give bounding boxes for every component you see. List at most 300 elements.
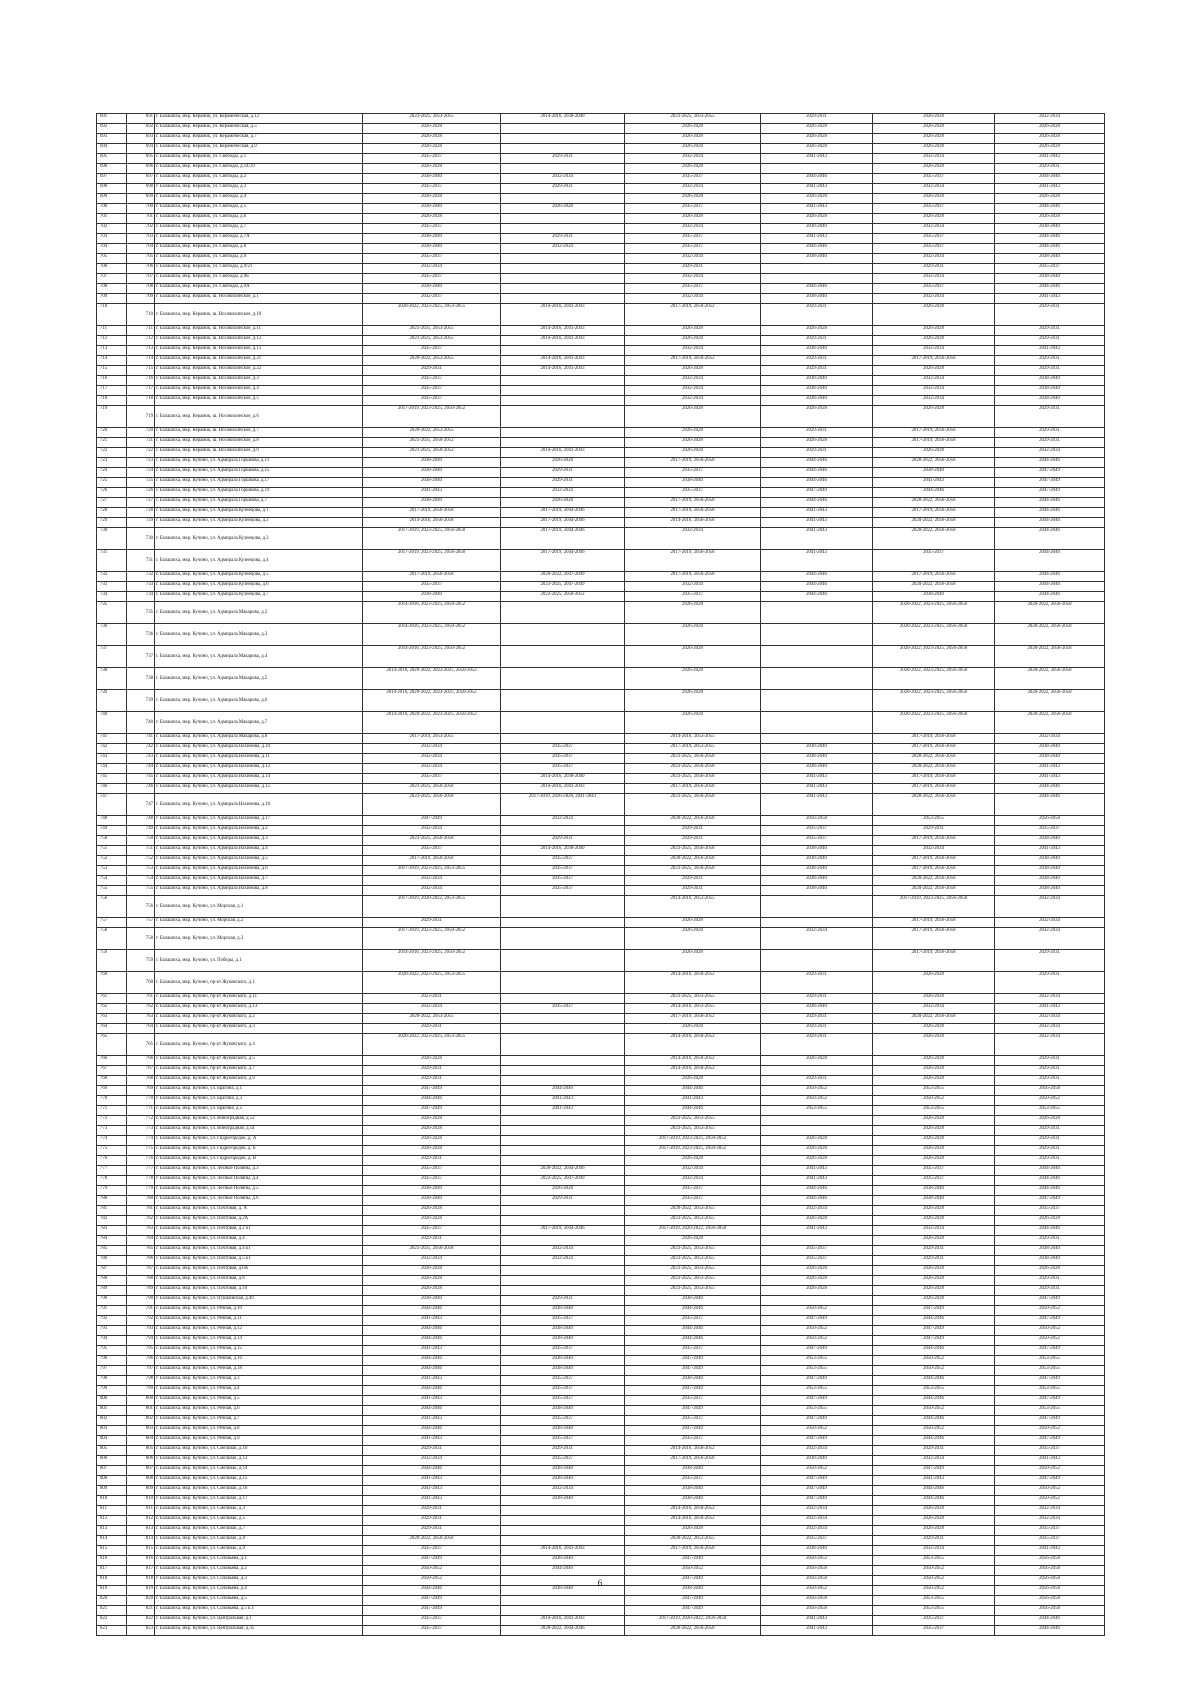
row-number-inner: 727: [127, 498, 155, 508]
row-number: 730: [97, 528, 127, 550]
address-cell: г. Балашиха, мкр. Кучино, ул. Адмирала Нахимова, д.10: [155, 744, 363, 754]
table-row: [97, 366, 1105, 376]
address-cell: г. Балашиха, мкр. Кучино, ул. Соловьева, д.5 к.1: [155, 1606, 363, 1616]
period-2-cell: 2038-2040: [501, 1336, 625, 1346]
period-3-cell: 2047-2049: [625, 1386, 761, 1396]
period-3-cell: 2044-2046: [625, 1086, 761, 1096]
row-number: 747: [97, 794, 127, 816]
address-cell: г. Балашиха, мкр. Керамик, ул. Свободы, д.9: [155, 254, 363, 264]
period-1-cell: 2035-2037: [363, 1626, 501, 1636]
period-2-cell: 2035-2037: [501, 1376, 625, 1386]
table-row: [97, 1376, 1105, 1386]
table-row: [97, 1506, 1105, 1516]
period-1-cell: 2026-2028: [363, 214, 501, 224]
row-number-inner: 696: [127, 164, 155, 174]
period-5-cell: 2032-2034: [873, 294, 995, 304]
period-3-cell: 2014-2016, 2050-2052: [625, 1034, 761, 1056]
table-row: [97, 972, 1105, 994]
row-number: 721: [97, 438, 127, 448]
period-1-cell: 2020-2022, 2053-2055: [363, 1014, 501, 1024]
row-number-inner: 787: [127, 1266, 155, 1276]
row-number: 809: [97, 1486, 127, 1496]
period-2-cell: 2020-2022, 2044-2046: [501, 1626, 625, 1636]
row-number-inner: 805: [127, 1446, 155, 1456]
period-1-cell: 2047-2049: [363, 1556, 501, 1566]
row-number: 765: [97, 1034, 127, 1056]
period-3-cell: 2017-2019, 2056-2058: [625, 784, 761, 794]
row-number: 769: [97, 1086, 127, 1096]
period-2-cell: 2044-2046: [501, 1566, 625, 1576]
period-6-cell: 2026-2028: [995, 134, 1105, 144]
address-cell: г. Балашиха, мкр. Керамик, ул. Свободы, д.2: [155, 174, 363, 184]
table-row: [97, 1336, 1105, 1346]
period-2-cell: 2014-2016, 2041-2043: [501, 326, 625, 336]
table-row: [97, 836, 1105, 846]
address-cell: г. Балашиха, мкр. Кучино, ул. Смельчак, д.15: [155, 1476, 363, 1486]
period-4-cell: 2032-2034: [761, 928, 873, 950]
period-3-cell: 2017-2019, 2050-2052: [625, 1014, 761, 1024]
row-number: 696: [97, 164, 127, 174]
row-number: 777: [97, 1166, 127, 1176]
period-3-cell: 2047-2049: [625, 1426, 761, 1436]
period-2-cell: [501, 668, 625, 690]
period-4-cell: 2041-2043: [761, 1626, 873, 1636]
period-1-cell: 2041-2043: [363, 488, 501, 498]
period-6-cell: 2035-2037: [995, 826, 1105, 836]
period-1-cell: 2041-2043: [363, 1436, 501, 1446]
period-1-cell: 2014-2016, 2023-2025, 2050-2052: [363, 950, 501, 972]
period-6-cell: 2035-2037: [995, 264, 1105, 274]
row-number: 717: [97, 386, 127, 396]
period-2-cell: 2041-2043: [501, 1096, 625, 1106]
period-4-cell: 2050-2052: [761, 1086, 873, 1096]
table-row: [97, 592, 1105, 602]
period-5-cell: 2026-2028: [873, 1066, 995, 1076]
period-3-cell: 2035-2037: [625, 1196, 761, 1206]
period-5-cell: 2053-2055: [873, 1596, 995, 1606]
period-2-cell: 2038-2040: [501, 1556, 625, 1566]
row-number: 778: [97, 1176, 127, 1186]
row-number-inner: 775: [127, 1146, 155, 1156]
address-cell: г. Балашиха, мкр. Кучино, ул. Соловьева, д.3: [155, 1576, 363, 1586]
period-3-cell: 2023-2025, 2053-2055: [625, 1266, 761, 1276]
period-5-cell: 2053-2055: [873, 1386, 995, 1396]
period-1-cell: 2035-2037: [363, 376, 501, 386]
table-row: [97, 1516, 1105, 1526]
period-3-cell: 2014-2016, 2050-2052: [625, 1516, 761, 1526]
period-5-cell: 2032-2034: [873, 1226, 995, 1236]
period-3-cell: 2026-2028: [625, 712, 761, 734]
period-6-cell: 2038-2040: [995, 1246, 1105, 1256]
table-row: [97, 1406, 1105, 1416]
address-cell: г. Балашиха, мкр. Керамик, ул. Свободы, д.3: [155, 184, 363, 194]
period-6-cell: 2050-2052: [995, 1096, 1105, 1106]
address-cell: г. Балашиха, мкр. Кучино, ул. Брагина, д.5: [155, 1106, 363, 1116]
period-5-cell: 2053-2055: [873, 1556, 995, 1566]
row-number-inner: 799: [127, 1386, 155, 1396]
row-number-inner: 725: [127, 478, 155, 488]
row-number: 743: [97, 754, 127, 764]
period-3-cell: 2026-2028: [625, 602, 761, 624]
period-3-cell: 2026-2028: [625, 624, 761, 646]
table-row: [97, 602, 1105, 624]
period-4-cell: 2038-2040: [761, 846, 873, 856]
period-3-cell: 2035-2037: [625, 1476, 761, 1486]
address-cell: г. Балашиха, мкр. Кучино, ул. Речная, д.18: [155, 1366, 363, 1376]
row-number-inner: 761: [127, 994, 155, 1004]
period-3-cell: 2023-2025, 2056-2058: [625, 754, 761, 764]
period-2-cell: 2041-2043: [501, 1106, 625, 1116]
row-number-inner: 771: [127, 1106, 155, 1116]
address-cell: г. Балашиха, мкр. Кучино, ул. Речная, д.8: [155, 1426, 363, 1436]
period-2-cell: [501, 826, 625, 836]
period-3-cell: 2023-2025, 2056-2058: [625, 794, 761, 816]
address-cell: г. Балашиха, мкр. Керамик, ш. Носовихинское, д.6: [155, 406, 363, 428]
period-3-cell: 2023-2025, 2053-2055: [625, 1216, 761, 1226]
period-4-cell: 2050-2052: [761, 1326, 873, 1336]
period-4-cell: [761, 712, 873, 734]
table-row: [97, 1066, 1105, 1076]
table-row: [97, 1446, 1105, 1456]
period-6-cell: 2056-2058: [995, 816, 1105, 826]
period-4-cell: [761, 646, 873, 668]
period-2-cell: 2014-2016, 2041-2043: [501, 1616, 625, 1626]
period-1-cell: 2038-2040: [363, 244, 501, 254]
period-5-cell: 2020-2022, 2056-2058: [873, 876, 995, 886]
period-3-cell: 2026-2028: [625, 438, 761, 448]
period-3-cell: 2026-2028: [625, 448, 761, 458]
row-number-inner: 716: [127, 376, 155, 386]
address-cell: г. Балашиха, мкр. Кучино, ул. Смельчак, д.10: [155, 1446, 363, 1456]
period-2-cell: 2017-2019, 2044-2046: [501, 550, 625, 572]
row-number-inner: 781: [127, 1206, 155, 1216]
period-1-cell: 2044-2046: [363, 1406, 501, 1416]
row-number: 746: [97, 784, 127, 794]
period-1-cell: 2044-2046: [363, 1426, 501, 1436]
period-1-cell: 2035-2037: [363, 582, 501, 592]
period-4-cell: 2047-2049: [761, 1476, 873, 1486]
row-number-inner: 732: [127, 572, 155, 582]
row-number: 695: [97, 154, 127, 164]
address-cell: г. Балашиха, мкр. Кучино, ул. Гидрогородок, д. Б: [155, 1146, 363, 1156]
period-1-cell: 2038-2040: [363, 1296, 501, 1306]
period-5-cell: 2035-2037: [873, 1176, 995, 1186]
row-number-inner: 811: [127, 1506, 155, 1516]
table-row: [97, 846, 1105, 856]
period-3-cell: 2035-2037: [625, 488, 761, 498]
table-row: [97, 396, 1105, 406]
row-number-inner: 724: [127, 468, 155, 478]
period-5-cell: 2020-2022, 2023-2025, 2056-2058: [873, 690, 995, 712]
period-2-cell: 2035-2037: [501, 1316, 625, 1326]
period-5-cell: 2044-2046: [873, 1486, 995, 1496]
table-row: [97, 1616, 1105, 1626]
row-number: 693: [97, 134, 127, 144]
period-5-cell: 2026-2028: [873, 1506, 995, 1516]
row-number: 700: [97, 204, 127, 214]
period-5-cell: 2026-2028: [873, 194, 995, 204]
period-1-cell: 2038-2040: [363, 458, 501, 468]
period-3-cell: 2017-2019, 2050-2052: [625, 304, 761, 326]
period-4-cell: [761, 164, 873, 174]
address-cell: г. Балашиха, мкр. Керамик, ш. Носовихинское, д.5: [155, 396, 363, 406]
row-number: 807: [97, 1466, 127, 1476]
period-2-cell: 2026-2028: [501, 1186, 625, 1196]
period-3-cell: 2017-2019, 2056-2058: [625, 498, 761, 508]
address-cell: г. Балашиха, мкр. Кучино, ул. Адмирала Кузнецова, д.1: [155, 508, 363, 518]
period-2-cell: 2014-2016, 2041-2043: [501, 356, 625, 366]
period-1-cell: 2038-2040: [363, 204, 501, 214]
address-cell: г. Балашиха, мкр. Кучино, ул. Речная, д.11: [155, 1316, 363, 1326]
table-row: [97, 1116, 1105, 1126]
address-cell: г. Балашиха, мкр. Кучино, ул. Адмирала Нахимова, д.2: [155, 826, 363, 836]
period-2-cell: 2032-2034: [501, 816, 625, 826]
period-5-cell: 2029-2031: [873, 1256, 995, 1266]
period-2-cell: [501, 1156, 625, 1166]
table-row: [97, 754, 1105, 764]
period-3-cell: 2026-2028: [625, 646, 761, 668]
period-6-cell: 2029-2031: [995, 1056, 1105, 1066]
table-row: [97, 1024, 1105, 1034]
row-number-inner: 763: [127, 1014, 155, 1024]
period-2-cell: [501, 928, 625, 950]
period-2-cell: [501, 1506, 625, 1516]
period-6-cell: 2038-2040: [995, 254, 1105, 264]
period-2-cell: [501, 428, 625, 438]
period-1-cell: 2044-2046: [363, 1586, 501, 1596]
period-4-cell: [761, 1236, 873, 1246]
period-4-cell: 2029-2031: [761, 448, 873, 458]
table-row: [97, 406, 1105, 428]
address-cell: г. Балашиха, мкр. Керамик, ш. Носовихинское, д.3: [155, 376, 363, 386]
period-3-cell: 2032-2034: [625, 274, 761, 284]
period-1-cell: 2017-2019, 2020-2022, 2053-2055: [363, 896, 501, 918]
table-row: [97, 1456, 1105, 1466]
period-4-cell: 2029-2031: [761, 356, 873, 366]
period-3-cell: 2029-2031: [625, 886, 761, 896]
row-number: 783: [97, 1226, 127, 1236]
period-2-cell: 2014-2016, 2038-2040: [501, 114, 625, 124]
period-5-cell: 2020-2022, 2023-2025, 2056-2058: [873, 712, 995, 734]
period-4-cell: 2041-2043: [761, 508, 873, 518]
period-2-cell: 2032-2034: [501, 1256, 625, 1266]
period-6-cell: 2044-2046: [995, 528, 1105, 550]
table-row: [97, 194, 1105, 204]
period-3-cell: 2035-2037: [625, 1346, 761, 1356]
row-number-inner: 747: [127, 794, 155, 816]
address-cell: г. Балашиха, мкр. Кучино, ул. Адмирала Нахимова, д.8: [155, 886, 363, 896]
address-cell: г. Балашиха, мкр. Керамик, ул. Свободы, д.14/19: [155, 164, 363, 174]
period-5-cell: 2044-2046: [873, 1436, 995, 1446]
period-1-cell: 2014-2016, 2023-2025, 2050-2052: [363, 602, 501, 624]
row-number-inner: 703: [127, 234, 155, 244]
period-5-cell: 2038-2040: [873, 1196, 995, 1206]
period-3-cell: 2014-2016, 2050-2052: [625, 1446, 761, 1456]
table-row: [97, 214, 1105, 224]
row-number: 754: [97, 876, 127, 886]
period-6-cell: 2029-2031: [995, 326, 1105, 336]
row-number: 760: [97, 972, 127, 994]
row-number: 802: [97, 1416, 127, 1426]
period-6-cell: 2056-2058: [995, 1596, 1105, 1606]
period-3-cell: 2026-2028: [625, 336, 761, 346]
period-1-cell: 2032-2034: [363, 1456, 501, 1466]
row-number: 751: [97, 846, 127, 856]
period-5-cell: 2020-2022, 2056-2058: [873, 754, 995, 764]
row-number-inner: 788: [127, 1276, 155, 1286]
period-5-cell: 2017-2019, 2056-2058: [873, 866, 995, 876]
period-4-cell: 2041-2043: [761, 1226, 873, 1236]
row-number: 781: [97, 1206, 127, 1216]
row-number: 816: [97, 1556, 127, 1566]
period-4-cell: 2050-2052: [761, 1426, 873, 1436]
period-6-cell: 2044-2046: [995, 572, 1105, 582]
period-4-cell: 2026-2028: [761, 144, 873, 154]
period-4-cell: 2026-2028: [761, 406, 873, 428]
period-3-cell: 2017-2019, 2050-2052: [625, 356, 761, 366]
period-4-cell: 2038-2040: [761, 346, 873, 356]
period-3-cell: 2035-2037: [625, 1436, 761, 1446]
row-number: 813: [97, 1526, 127, 1536]
period-3-cell: 2020-2022, 2053-2055: [625, 1536, 761, 1546]
row-number-inner: 699: [127, 194, 155, 204]
row-number: 736: [97, 624, 127, 646]
table-row: [97, 254, 1105, 264]
period-4-cell: 2041-2043: [761, 204, 873, 214]
table-row: [97, 1096, 1105, 1106]
address-cell: г. Балашиха, мкр. Кучино, ул. Адмирала Нахимова, д.17: [155, 816, 363, 826]
period-6-cell: 2047-2049: [995, 1296, 1105, 1306]
period-4-cell: 2047-2049: [761, 1316, 873, 1326]
period-2-cell: 2023-2025, 2047-2049: [501, 1176, 625, 1186]
address-cell: г. Балашиха, мкр. Кучино, ул. Адмирала Кузнецова, д.4: [155, 550, 363, 572]
row-number-inner: 783: [127, 1226, 155, 1236]
row-number-inner: 712: [127, 336, 155, 346]
period-4-cell: 2026-2028: [761, 124, 873, 134]
period-3-cell: 2017-2019, 2056-2058: [625, 550, 761, 572]
row-number: 820: [97, 1596, 127, 1606]
period-6-cell: 2044-2046: [995, 244, 1105, 254]
period-5-cell: 2026-2028: [873, 1516, 995, 1526]
period-2-cell: 2035-2037: [501, 876, 625, 886]
row-number-inner: 748: [127, 816, 155, 826]
table-row: [97, 1246, 1105, 1256]
period-3-cell: 2035-2037: [625, 1416, 761, 1426]
period-3-cell: 2035-2037: [625, 174, 761, 184]
row-number: 822: [97, 1616, 127, 1626]
period-2-cell: [501, 624, 625, 646]
address-cell: г. Балашиха, мкр. Кучино, пр-кт Жуковского, д.4: [155, 1034, 363, 1056]
period-4-cell: 2050-2052: [761, 1586, 873, 1596]
period-3-cell: 2023-2025, 2056-2058: [625, 774, 761, 784]
table-row: [97, 1156, 1105, 1166]
period-5-cell: 2017-2019, 2056-2058: [873, 572, 995, 582]
period-3-cell: 2029-2031: [625, 826, 761, 836]
period-6-cell: 2032-2034: [995, 1014, 1105, 1024]
period-3-cell: 2023-2025, 2053-2055: [625, 1246, 761, 1256]
period-5-cell: 2035-2037: [873, 550, 995, 572]
row-number-inner: 809: [127, 1486, 155, 1496]
period-2-cell: [501, 734, 625, 744]
period-4-cell: [761, 690, 873, 712]
period-6-cell: 2035-2037: [995, 1206, 1105, 1216]
table-row: [97, 1416, 1105, 1426]
period-1-cell: 2038-2040: [363, 498, 501, 508]
period-4-cell: 2035-2037: [761, 836, 873, 846]
period-4-cell: 2038-2040: [761, 224, 873, 234]
period-3-cell: 2023-2025, 2053-2055: [625, 1256, 761, 1266]
period-5-cell: 2032-2034: [873, 346, 995, 356]
address-cell: г. Балашиха, мкр. Керамик, ул. Керамическая, д.12: [155, 114, 363, 124]
period-5-cell: 2044-2046: [873, 1376, 995, 1386]
address-cell: г. Балашиха, мкр. Кучино, ул. Адмирала Кузнецова, д.7: [155, 592, 363, 602]
table-row: [97, 1196, 1105, 1206]
row-number-inner: 777: [127, 1166, 155, 1176]
period-3-cell: 2017-2019, 2053-2055: [625, 744, 761, 754]
period-1-cell: 2041-2043: [363, 1476, 501, 1486]
period-6-cell: 2038-2040: [995, 744, 1105, 754]
address-cell: г. Балашиха, мкр. Кучино, ул. Центральная, д.1: [155, 1616, 363, 1626]
table-row: [97, 154, 1105, 164]
period-6-cell: 2047-2049: [995, 1346, 1105, 1356]
period-4-cell: 2029-2031: [761, 1034, 873, 1056]
period-2-cell: 2032-2034: [501, 1486, 625, 1496]
period-6-cell: 2050-2052: [995, 1326, 1105, 1336]
table-row: [97, 1436, 1105, 1446]
row-number: 792: [97, 1316, 127, 1326]
period-2-cell: [501, 346, 625, 356]
period-3-cell: 2023-2025, 2056-2058: [625, 764, 761, 774]
row-number: 712: [97, 336, 127, 346]
period-1-cell: 2038-2040: [363, 592, 501, 602]
period-2-cell: 2029-2031: [501, 1196, 625, 1206]
period-6-cell: 2044-2046: [995, 1626, 1105, 1636]
period-1-cell: 2029-2031: [363, 918, 501, 928]
period-3-cell: 2023-2025, 2053-2055: [625, 1286, 761, 1296]
address-cell: г. Балашиха, мкр. Кучино, пр-кт Жуковского, д.11: [155, 994, 363, 1004]
period-6-cell: 2044-2046: [995, 458, 1105, 468]
period-5-cell: 2026-2028: [873, 1126, 995, 1136]
period-4-cell: 2038-2040: [761, 254, 873, 264]
address-cell: г. Балашиха, мкр. Кучино, ул. Адмирала Макарова, д.6: [155, 690, 363, 712]
period-5-cell: 2041-2043: [873, 1476, 995, 1486]
period-1-cell: 2029-2031: [363, 1526, 501, 1536]
period-2-cell: 2026-2028: [501, 204, 625, 214]
table-row: [97, 274, 1105, 284]
address-cell: г. Балашиха, мкр. Кучино, ул. Пушкинская, д.49: [155, 1296, 363, 1306]
address-cell: г. Балашиха, мкр. Керамик, ш. Носовихинское, д.22: [155, 366, 363, 376]
row-number: 697: [97, 174, 127, 184]
table-row: [97, 826, 1105, 836]
row-number-inner: 737: [127, 646, 155, 668]
row-number-inner: 749: [127, 826, 155, 836]
period-1-cell: 2029-2031: [363, 1076, 501, 1086]
row-number-inner: 738: [127, 668, 155, 690]
period-4-cell: 2032-2034: [761, 1506, 873, 1516]
period-2-cell: 2014-2016, 2041-2043: [501, 1546, 625, 1556]
period-5-cell: 2035-2037: [873, 1616, 995, 1626]
period-1-cell: 2035-2037: [363, 846, 501, 856]
period-3-cell: 2044-2046: [625, 1336, 761, 1346]
period-6-cell: 2044-2046: [995, 1226, 1105, 1236]
row-number: 727: [97, 498, 127, 508]
period-3-cell: 2026-2028: [625, 134, 761, 144]
period-3-cell: 2047-2049: [625, 1606, 761, 1616]
period-2-cell: [501, 274, 625, 284]
period-3-cell: 2044-2046: [625, 1326, 761, 1336]
period-5-cell: 2029-2031: [873, 1536, 995, 1546]
period-1-cell: 2023-2025, 2053-2055: [363, 326, 501, 336]
